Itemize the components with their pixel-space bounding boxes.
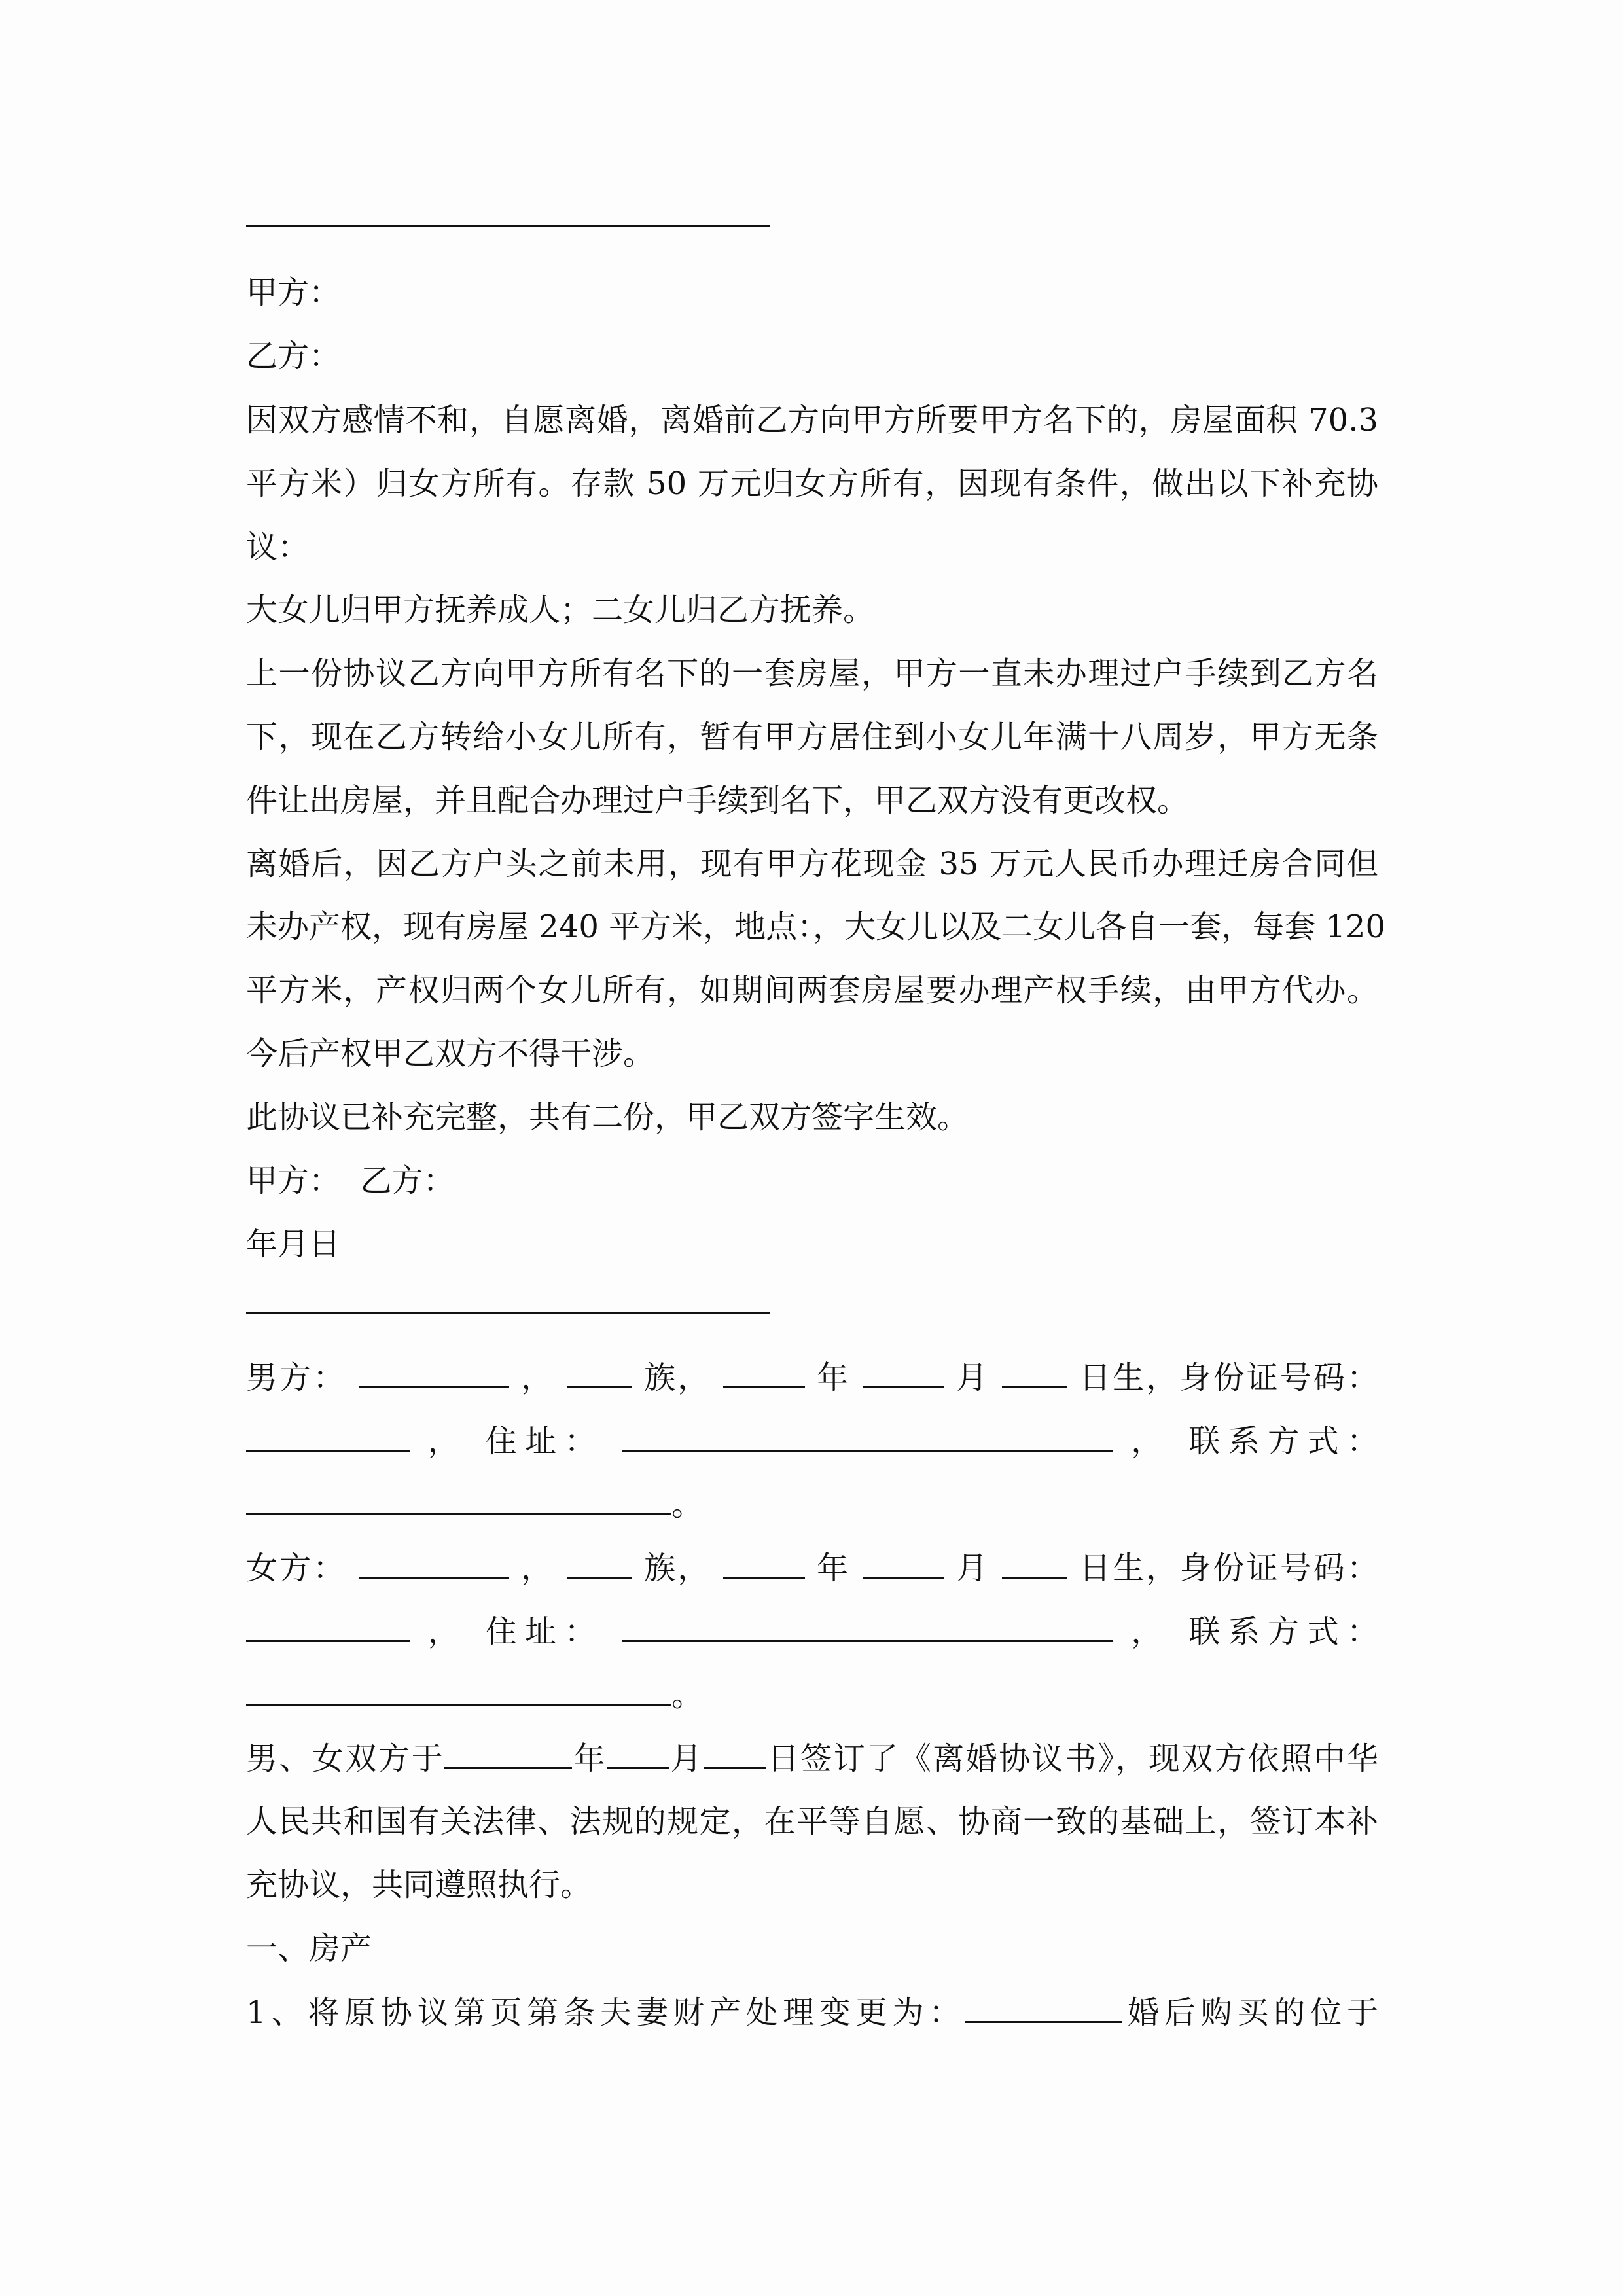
ethnicity-label: 族，	[644, 1359, 711, 1396]
male-info-line-1	[246, 1357, 1378, 1397]
separator-line-top	[246, 225, 770, 227]
comma: ，	[1131, 1613, 1171, 1650]
male-address-blank[interactable]	[622, 1421, 1113, 1452]
comma: ，	[1131, 1423, 1171, 1460]
id-number-label: 日生，身份证号码：	[1079, 1550, 1378, 1587]
female-birth-day-blank[interactable]	[1002, 1548, 1067, 1579]
id-number-label: 日生，身份证号码：	[1079, 1359, 1378, 1396]
intro-line-3: 充协议，共同遵照执行。	[246, 1867, 592, 1903]
comma: ，	[427, 1423, 468, 1460]
female-contact-blank[interactable]	[246, 1675, 671, 1706]
agreement-day-blank[interactable]	[704, 1738, 766, 1769]
paragraph-3-line-3: 件让出房屋，并且配合办理过户手续到名下，甲乙双方没有更改权。	[246, 782, 1189, 819]
item-1-end: 婚后购买的位于	[1122, 1994, 1378, 2031]
item-1-blank[interactable]	[965, 1992, 1122, 2023]
female-birth-year-blank[interactable]	[723, 1548, 805, 1579]
month-label: 月	[956, 1550, 990, 1587]
address-label: 住址：	[485, 1423, 604, 1460]
intro-line-2: 人民共和国有关法律、法规的规定，在平等自愿、协商一致的基础上，签订本补	[246, 1803, 1378, 1840]
paragraph-1-line-1: 因双方感情不和，自愿离婚，离婚前乙方向甲方所要甲方名下的，房屋面积 70.3	[246, 402, 1378, 439]
item-1-start: 1、将原协议第页第条夫妻财产处理变更为：	[246, 1994, 966, 2031]
female-info-line-1	[246, 1548, 1378, 1588]
comma: ，	[521, 1550, 555, 1587]
address-label: 住址：	[485, 1613, 604, 1650]
contact-label: 联系方式：	[1188, 1423, 1378, 1460]
paragraph-4-line-1: 离婚后，因乙方户头之前未用，现有甲方花现金 35 万元人民币办理迁房合同但	[246, 846, 1378, 882]
paragraph-4-line-2: 未办产权，现有房屋 240 平方米，地点：，大女儿以及二女儿各自一套，每套 120	[246, 908, 1386, 945]
female-info-line-3	[246, 1675, 703, 1715]
paragraph-1-line-3: 议：	[246, 529, 310, 565]
month-label: 月	[956, 1359, 990, 1396]
comma: ，	[521, 1359, 555, 1396]
paragraph-4-line-3: 平方米，产权归两个女儿所有，如期间两套房屋要办理产权手续，由甲方代办。	[246, 972, 1378, 1009]
male-label: 男方：	[246, 1359, 347, 1396]
female-birth-month-blank[interactable]	[863, 1548, 944, 1579]
paragraph-3-line-1: 上一份协议乙方向甲方所有名下的一套房屋，甲方一直未办理过户手续到乙方名	[246, 655, 1378, 692]
paragraph-3-line-2: 下，现在乙方转给小女儿所有，暂有甲方居住到小女儿年满十八周岁，甲方无条	[246, 719, 1378, 755]
male-birth-day-blank[interactable]	[1002, 1357, 1067, 1388]
female-id-number-blank[interactable]	[246, 1611, 410, 1642]
paragraph-2: 大女儿归甲方抚养成人；二女儿归乙方抚养。	[246, 592, 875, 628]
female-name-blank[interactable]	[359, 1548, 509, 1579]
item-1-line	[246, 1992, 1378, 2032]
intro-start: 男、女双方于	[246, 1740, 445, 1777]
separator-line-middle	[246, 1312, 770, 1314]
male-info-line-3	[246, 1484, 703, 1524]
period: 。	[671, 1486, 704, 1523]
male-id-number-blank[interactable]	[246, 1421, 410, 1452]
date-line: 年月日	[246, 1226, 341, 1263]
male-info-line-2	[246, 1421, 1378, 1461]
month-label: 月	[669, 1740, 704, 1777]
contact-label: 联系方式：	[1188, 1613, 1378, 1650]
intro-line-1	[246, 1738, 1378, 1778]
party-a-label: 甲方：	[246, 274, 341, 311]
agreement-month-blank[interactable]	[607, 1738, 669, 1769]
female-address-blank[interactable]	[622, 1611, 1113, 1642]
year-label: 年	[572, 1740, 607, 1777]
male-ethnicity-blank[interactable]	[567, 1357, 632, 1388]
male-name-blank[interactable]	[359, 1357, 509, 1388]
ethnicity-label: 族，	[644, 1550, 711, 1587]
paragraph-1-line-2: 平方米）归女方所有。存款 50 万元归女方所有，因现有条件，做出以下补充协	[246, 465, 1378, 502]
paragraph-5: 此协议已补充完整，共有二份，甲乙双方签字生效。	[246, 1099, 969, 1136]
male-birth-month-blank[interactable]	[863, 1357, 944, 1388]
comma: ，	[427, 1613, 468, 1650]
section-heading-property: 一、房产	[246, 1930, 372, 1967]
female-ethnicity-blank[interactable]	[567, 1548, 632, 1579]
agreement-year-blank[interactable]	[444, 1738, 572, 1769]
female-label: 女方：	[246, 1550, 347, 1587]
party-b-label: 乙方：	[246, 338, 341, 374]
year-label: 年	[817, 1550, 851, 1587]
period: 。	[671, 1677, 704, 1713]
intro-rest: 日签订了《离婚协议书》，现双方依照中华	[766, 1740, 1378, 1777]
male-birth-year-blank[interactable]	[723, 1357, 805, 1388]
female-info-line-2	[246, 1611, 1378, 1651]
male-contact-blank[interactable]	[246, 1484, 671, 1515]
year-label: 年	[817, 1359, 851, 1396]
signature-line: 甲方： 乙方：	[246, 1162, 455, 1199]
paragraph-4-line-4: 今后产权甲乙双方不得干涉。	[246, 1035, 655, 1072]
